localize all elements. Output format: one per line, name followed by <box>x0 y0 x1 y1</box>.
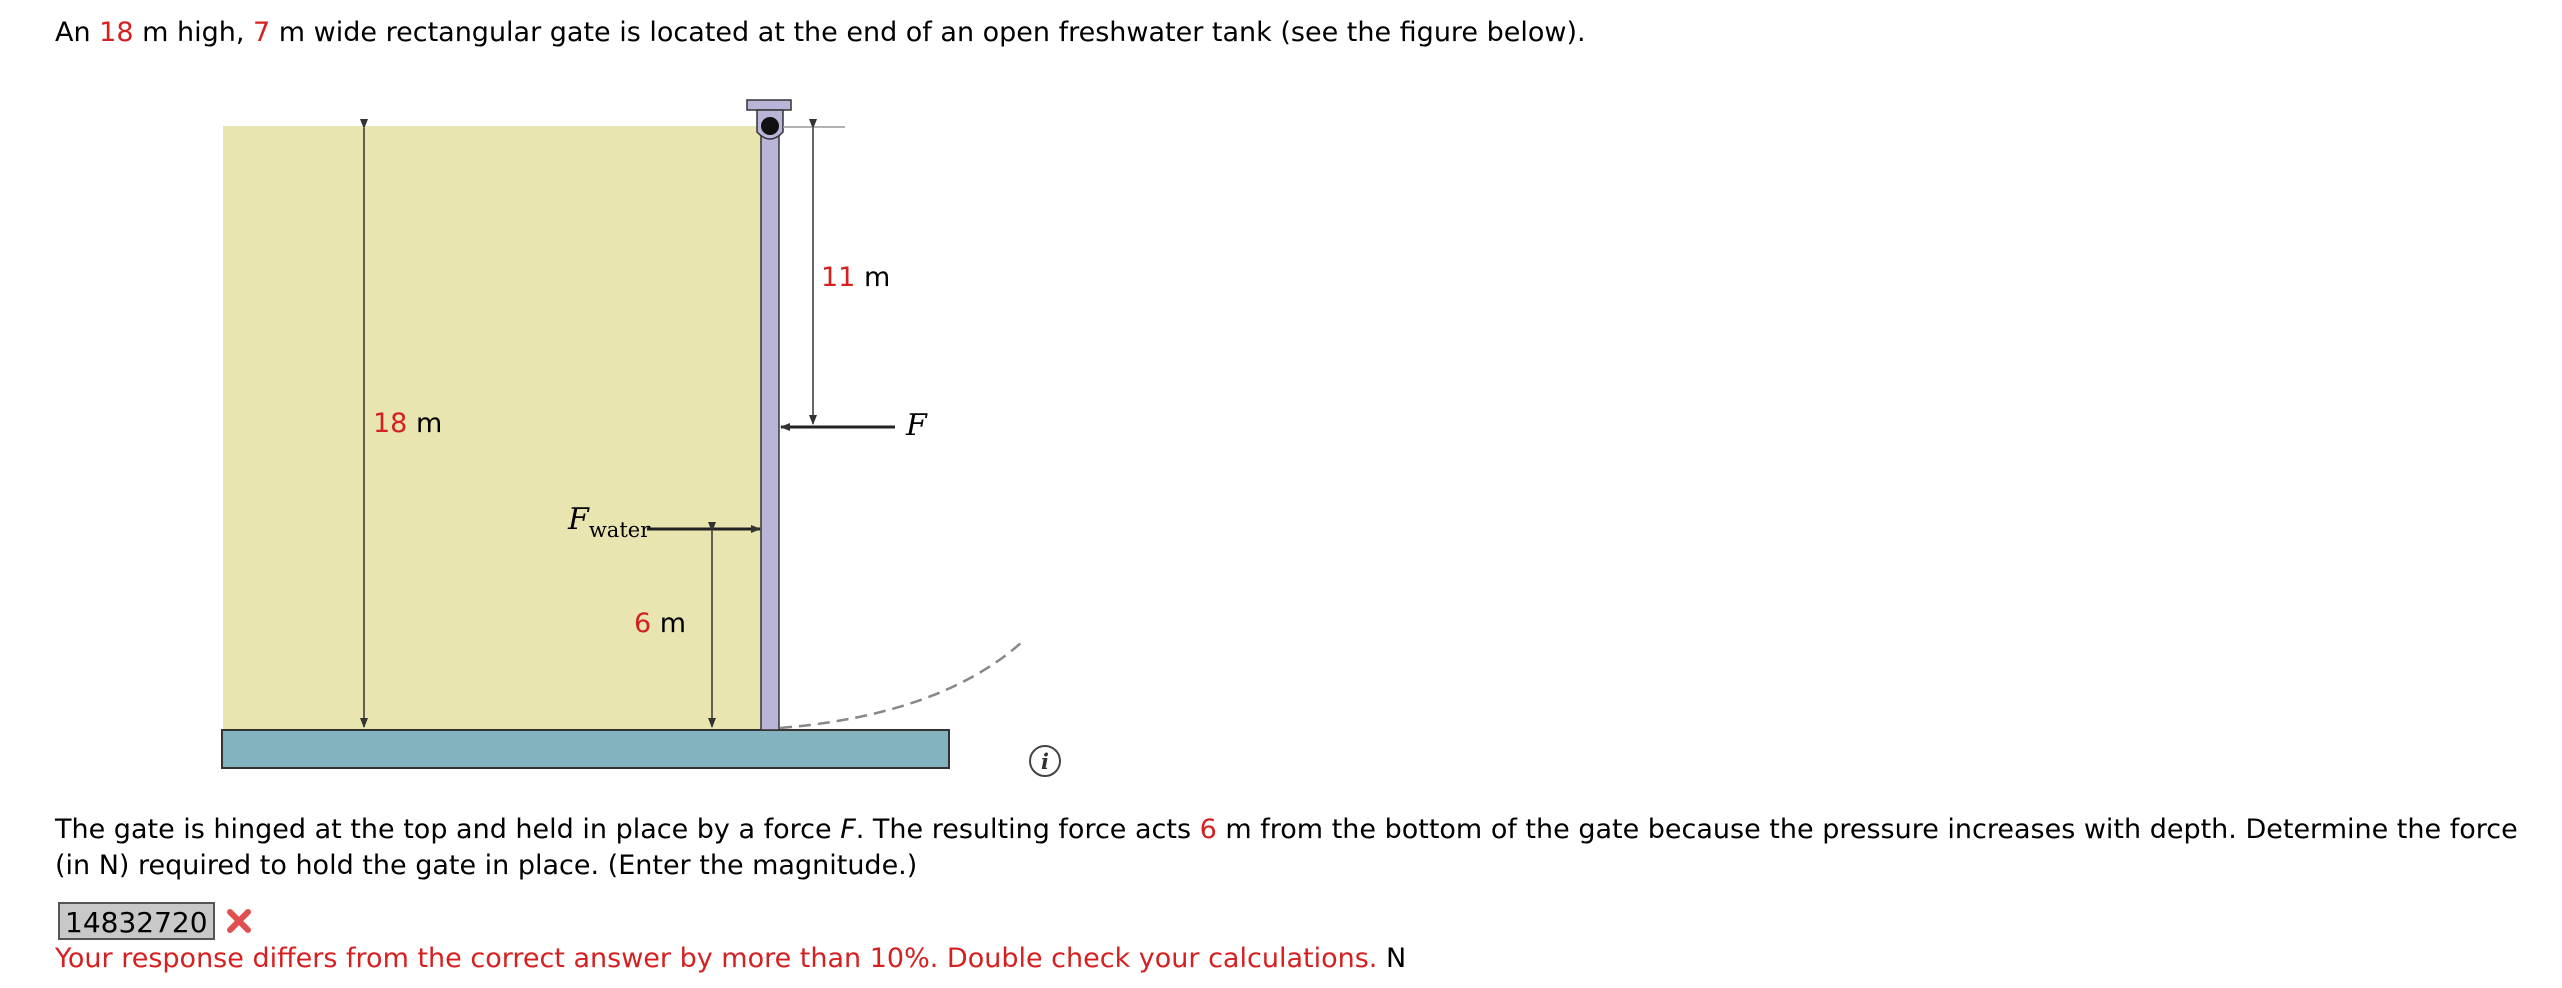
gate-panel <box>761 126 779 730</box>
question-text: The gate is hinged at the top and held in place by a force F. The resulting force acts 6 m from the bottom of the gate because the pressure increases with depth. Determine the force (in N) required to hold the gate in place. (Enter the magnitude.) <box>55 814 2518 881</box>
label-18m: 18 m <box>373 408 443 439</box>
gate-width-value: 7 <box>253 17 271 48</box>
answer-unit: N <box>1377 943 1407 974</box>
gate-height-value: 18 <box>99 17 134 48</box>
answer-input[interactable]: 14832720 <box>58 902 215 940</box>
wrong-x-icon <box>225 907 253 935</box>
ground-slab <box>222 730 949 768</box>
label-6m: 6 m <box>634 608 687 639</box>
water-region <box>223 126 761 730</box>
label-force-F: F <box>906 408 927 443</box>
hinge-pin-icon <box>761 117 779 135</box>
gate-swing-arc <box>780 642 1022 728</box>
gate-diagram-svg <box>200 90 1160 780</box>
problem-intro: An 18 m high, 7 m wide rectangular gate is located at the end of an open freshwater tank (see the figure below). <box>55 17 1586 48</box>
label-force-water: $F_{water}$ <box>568 502 651 542</box>
info-icon[interactable]: i <box>1029 745 1061 777</box>
label-11m: 11 m <box>821 262 891 293</box>
feedback-message: Your response differs from the correct answer by more than 10%. Double check your calculations. N <box>55 943 1407 974</box>
answer-row <box>58 900 253 942</box>
hinge-bracket <box>747 100 791 110</box>
distance-value: 6 <box>1199 814 1217 845</box>
gate-figure <box>200 90 1160 780</box>
